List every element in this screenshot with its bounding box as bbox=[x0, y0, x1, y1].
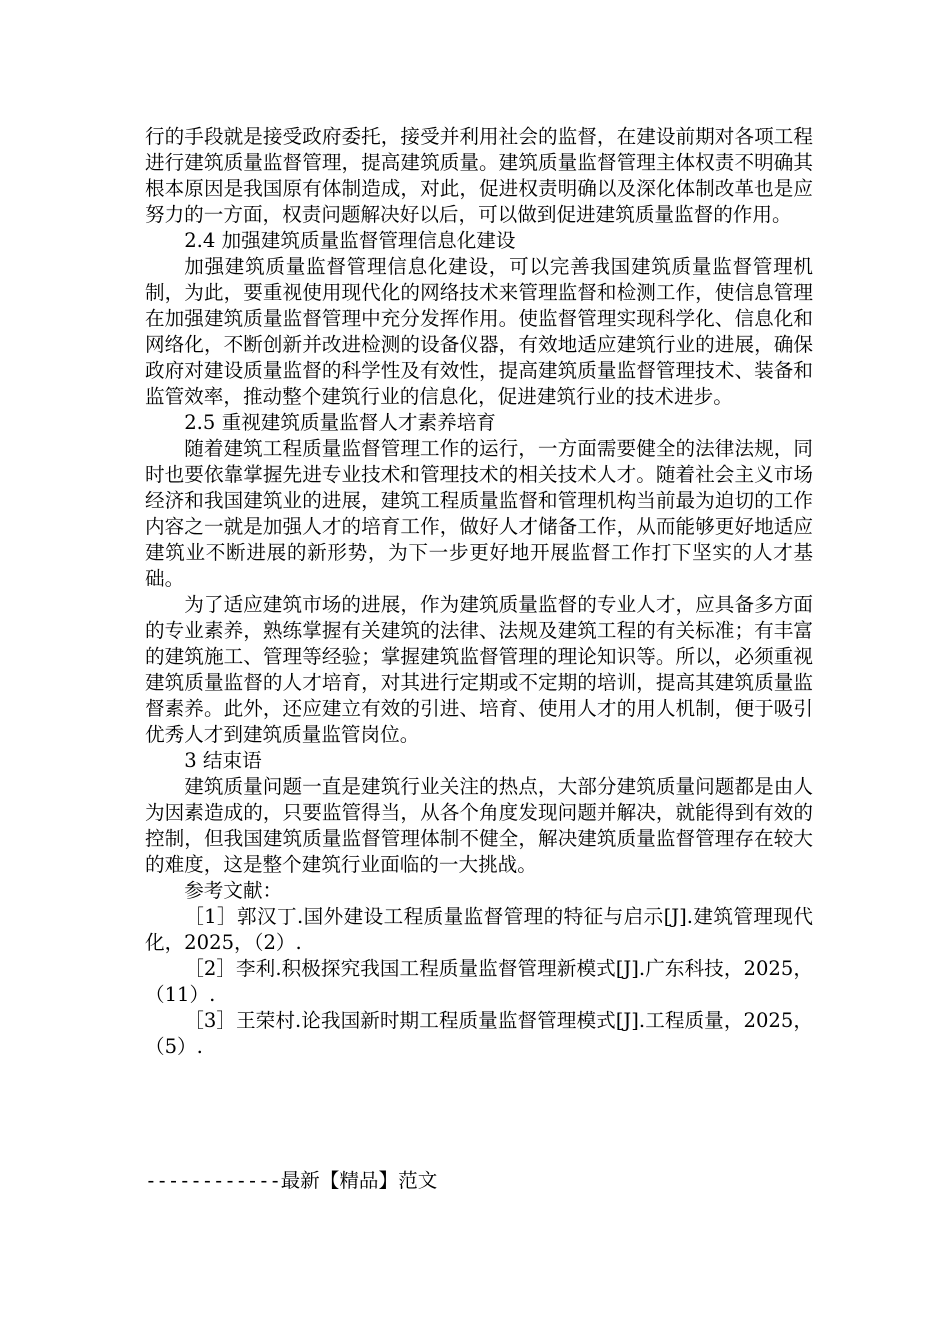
reference-item: ［1］郭汉丁.国外建设工程质量监督管理的特征与启示[J].建筑管理现代化，2025，（2）. bbox=[145, 905, 813, 954]
page-footer bbox=[145, 1168, 745, 1194]
footer-dashes: ------------ bbox=[145, 1169, 281, 1192]
reference-item: ［3］王荣村.论我国新时期工程质量监督管理模式[J].工程质量，2025，（5）. bbox=[145, 1009, 813, 1058]
body-paragraph: 建筑质量问题一直是建筑行业关注的热点，大部分建筑质量问题都是由人为因素造成的，只要监管得当，从各个角度发现问题并解决，就能得到有效的控制，但我国建筑质量监督管理体制不健全，解决建筑质量监督管理存在较大的难度，这是整个建筑行业面临的一大挑战。 bbox=[145, 775, 813, 876]
section-heading-3: 3 结束语 bbox=[184, 749, 262, 772]
reference-item: ［2］李利.积极探究我国工程质量监督管理新模式[J].广东科技，2025，（11）. bbox=[145, 957, 813, 1006]
body-paragraph-continued: 行的手段就是接受政府委托，接受并利用社会的监督，在建设前期对各项工程进行建筑质量监督管理，提高建筑质量。建筑质量监督管理主体权责不明确其根本原因是我国原有体制造成，对此，促进权责明确以及深化体制改革也是应努力的一方面，权责问题解决好以后，可以做到促进建筑质量监督的作用。 bbox=[145, 125, 813, 226]
body-paragraph: 为了适应建筑市场的进展，作为建筑质量监督的专业人才，应具备多方面的专业素养，熟练掌握有关建筑的法律、法规及建筑工程的有关标准；有丰富的建筑施工、管理等经验；掌握建筑监督管理的理论知识等。所以，必须重视建筑质量监督的人才培育，对其进行定期或不定期的培训，提高其建筑质量监督素养。此外，还应建立有效的引进、培育、使用人才的用人机制，便于吸引优秀人才到建筑质量监管岗位。 bbox=[145, 593, 813, 746]
document-body bbox=[145, 124, 813, 1060]
body-paragraph: 加强建筑质量监督管理信息化建设，可以完善我国建筑质量监督管理机制，为此，要重视使用现代化的网络技术来管理监督和检测工作，使信息管理在加强建筑质量监督管理中充分发挥作用。使监督管理实现科学化、信息化和网络化，不断创新并改进检测的设备仪器，有效地适应建筑行业的进展，确保政府对建设质量监督的科学性及有效性，提高建筑质量监督管理技术、装备和监管效率，推动整个建筑行业的信息化，促进建筑行业的技术进步。 bbox=[145, 255, 813, 408]
references-heading: 参考文献： bbox=[184, 879, 283, 902]
section-heading-2-5: 2.5 重视建筑质量监督人才素养培育 bbox=[184, 411, 496, 434]
section-heading-2-4: 2.4 加强建筑质量监督管理信息化建设 bbox=[184, 229, 516, 252]
footer-label: 最新【精品】范文 bbox=[280, 1169, 438, 1192]
body-paragraph: 随着建筑工程质量监督管理工作的运行，一方面需要健全的法律法规，同时也要依靠掌握先进专业技术和管理技术的相关技术人才。随着社会主义市场经济和我国建筑业的进展，建筑工程质量监督和管理机构当前最为迫切的工作内容之一就是加强人才的培育工作，做好人才储备工作，从而能够更好地适应建筑业不断进展的新形势，为下一步更好地开展监督工作打下坚实的人才基础。 bbox=[145, 437, 813, 590]
